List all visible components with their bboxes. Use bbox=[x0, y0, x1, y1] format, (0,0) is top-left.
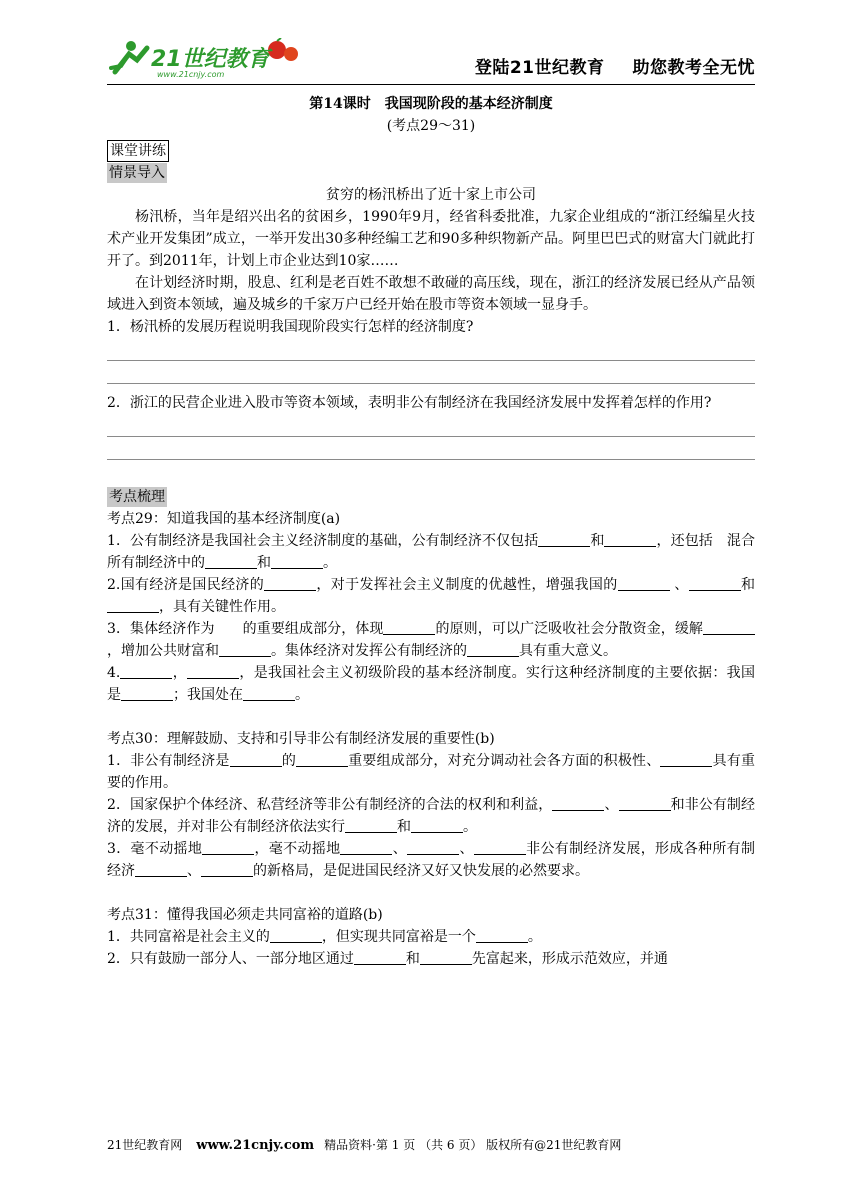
fill-blank[interactable] bbox=[120, 664, 172, 679]
fill-blank[interactable] bbox=[689, 576, 741, 591]
fill-blank[interactable] bbox=[538, 532, 590, 547]
question-1: 1．杨汛桥的发展历程说明我国现阶段实行怎样的经济制度? bbox=[107, 319, 474, 335]
fill-blank[interactable] bbox=[202, 840, 254, 855]
question-2: 2．浙江的民营企业进入股市等资本领域，表明非公有制经济在我国经济发展中发挥着怎样的作用? bbox=[107, 395, 712, 411]
k29-item-3: 3．集体经济作为 的重要组成部分，体现 的原则，可以广泛吸收社会分散资金，缓解，增加公共财富和 。集体经济对发挥公有制经济的 具有重大意义。 bbox=[107, 618, 755, 662]
logo-text: 21世纪教育 bbox=[151, 47, 270, 72]
k31-item-2: 2．只有鼓励一部分人、一部分地区通过 和 先富起来，形成示范效应，并通 bbox=[107, 951, 668, 967]
footer-left: 21世纪教育网 bbox=[107, 1138, 183, 1152]
fill-blank[interactable] bbox=[296, 752, 348, 767]
document-body bbox=[107, 90, 755, 970]
k30-item-1: 1．非公有制经济是 的 重要组成部分，对充分调动社会各方面的积极性、 具有重要的作用。 bbox=[107, 753, 756, 791]
story-title: 贫穷的杨汛桥出了近十家上市公司 bbox=[326, 187, 536, 203]
fill-blank[interactable] bbox=[604, 532, 656, 547]
fill-blank[interactable] bbox=[135, 862, 187, 877]
header-slogan bbox=[475, 53, 755, 78]
k30-item-2: 2．国家保护个体经济、私营经济等非公有制经济的合法的权利和利益， 、 和非公有制经济的发展，并对非公有制经济依法实行 和 。 bbox=[107, 797, 756, 835]
k30-title: 考点30：理解鼓励、支持和引导非公有制经济发展的重要性(b) bbox=[107, 731, 495, 747]
fill-blank[interactable] bbox=[552, 796, 604, 811]
slogan-left: 登陆21世纪教育 bbox=[474, 58, 605, 78]
fill-blank[interactable] bbox=[420, 950, 472, 965]
fill-blank[interactable] bbox=[345, 818, 397, 833]
fill-blank[interactable] bbox=[219, 642, 271, 657]
answer-line[interactable] bbox=[107, 361, 755, 384]
answer-line[interactable] bbox=[107, 414, 755, 437]
slogan-right: 助您教考全无忧 bbox=[632, 58, 755, 78]
logo-url: www.21cnjy.com bbox=[157, 70, 225, 79]
fill-blank[interactable] bbox=[411, 818, 463, 833]
k31-title: 考点31：懂得我国必须走共同富裕的道路(b) bbox=[107, 907, 383, 923]
fill-blank[interactable] bbox=[205, 554, 257, 569]
site-logo bbox=[107, 38, 307, 80]
fill-blank[interactable] bbox=[271, 554, 323, 569]
story-paragraph-2: 在计划经济时期，股息、红利是老百姓不敢想不敢碰的高压线，现在，浙江的经济发展已经从产品领域进入到资本领域，遍及城乡的千家万户已经开始在股市等资本领域一显身手。 bbox=[107, 275, 755, 313]
page-header bbox=[107, 38, 755, 85]
fill-blank[interactable] bbox=[121, 686, 173, 701]
fill-blank[interactable] bbox=[383, 620, 435, 635]
fill-blank[interactable] bbox=[270, 928, 322, 943]
fill-blank[interactable] bbox=[474, 840, 526, 855]
fill-blank[interactable] bbox=[660, 752, 712, 767]
fill-blank[interactable] bbox=[340, 840, 392, 855]
section-review: 考点梳理 bbox=[109, 489, 165, 505]
k29-item-2: 2.国有经济是国民经济的 ，对于发挥社会主义制度的优越性，增强我国的 、 和，具有关键性作用。 bbox=[107, 577, 756, 615]
section-classroom: 课堂讲练 bbox=[107, 140, 169, 162]
section-scenario: 情景导入 bbox=[109, 165, 165, 181]
k30-item-3: 3．毫不动摇地 ，毫不动摇地 、 、 非公有制经济发展，形成各种所有制经济 、 的新格局，是促进国民经济又好又快发展的必然要求。 bbox=[107, 841, 756, 879]
k29-title: 考点29：知道我国的基本经济制度(a) bbox=[107, 511, 341, 527]
lesson-subtitle: (考点29～31) bbox=[386, 118, 476, 134]
lesson-title: 第14课时 我国现阶段的基本经济制度 bbox=[309, 96, 553, 112]
answer-line[interactable] bbox=[107, 437, 755, 460]
fill-blank[interactable] bbox=[264, 576, 316, 591]
fill-blank[interactable] bbox=[476, 928, 528, 943]
fill-blank[interactable] bbox=[407, 840, 459, 855]
fill-blank[interactable] bbox=[467, 642, 519, 657]
k29-item-1: 1．公有制经济是我国社会主义经济制度的基础，公有制经济不仅包括 和 ，还包括 混合所有制经济中的 和 。 bbox=[107, 533, 756, 571]
k31-item-1: 1．共同富裕是社会主义的 ，但实现共同富裕是一个 。 bbox=[107, 929, 542, 945]
story-paragraph-1: 杨汛桥，当年是绍兴出名的贫困乡，1990年9月，经省科委批准，九家企业组成的“浙江经编星火技术产业开发集团”成立，一举开发出30多种经编工艺和90多种织物新产品。阿里巴巴式的财富大门就此打开了。到2011年，计划上市企业达到10家…… bbox=[107, 209, 755, 269]
fill-blank[interactable] bbox=[703, 620, 755, 635]
page-footer bbox=[107, 1136, 755, 1153]
footer-right: 精品资料·第 1 页 （共 6 页） 版权所有@21世纪教育网 bbox=[324, 1138, 622, 1152]
fill-blank[interactable] bbox=[243, 686, 295, 701]
fill-blank[interactable] bbox=[230, 752, 282, 767]
fill-blank[interactable] bbox=[354, 950, 406, 965]
fill-blank[interactable] bbox=[107, 598, 159, 613]
footer-site-link[interactable]: www.21cnjy.com bbox=[196, 1138, 315, 1153]
fill-blank[interactable] bbox=[201, 862, 253, 877]
answer-line[interactable] bbox=[107, 338, 755, 361]
fill-blank[interactable] bbox=[619, 796, 671, 811]
fill-blank[interactable] bbox=[187, 664, 239, 679]
k29-item-4: 4. ， ，是我国社会主义初级阶段的基本经济制度。实行这种经济制度的主要依据：我国是 ；我国处在 。 bbox=[107, 665, 756, 703]
fill-blank[interactable] bbox=[618, 576, 670, 591]
